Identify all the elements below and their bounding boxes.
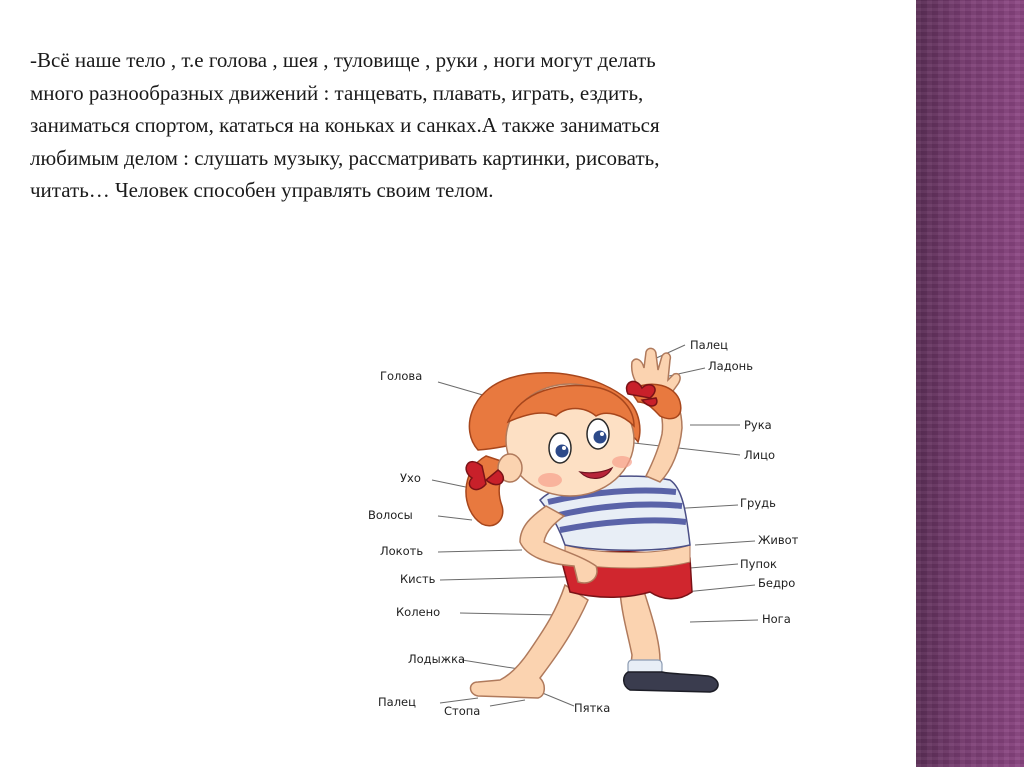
left-pupil (556, 445, 569, 458)
right-pupil (594, 431, 607, 444)
label-grud: Грудь (740, 496, 776, 510)
label-lokot: Локоть (380, 544, 424, 558)
text-line-3: заниматься спортом, кататься на коньках и санках.А также заниматься (30, 113, 660, 137)
label-palec-hand: Палец (690, 338, 728, 352)
text-line-4: любимым делом : слушать музыку, рассматривать картинки, рисовать, (30, 145, 660, 170)
left-leg (471, 585, 589, 698)
shoe (624, 672, 718, 692)
body-parts-illustration (360, 330, 840, 730)
label-ruka: Рука (744, 418, 772, 432)
text-line-5: читать… Человек способен управлять своим телом. (30, 178, 494, 202)
girl-illustration (360, 330, 840, 730)
text-line-1: -Всё наше тело , т.е голова , шея , туловище , руки , ноги могут делать (30, 48, 656, 72)
label-palec-foot: Палец (378, 695, 416, 709)
text-line-2: много разнообразных движений : танцевать, плавать, играть, ездить, (30, 80, 644, 105)
label-lico: Лицо (744, 448, 775, 462)
label-zhivot: Живот (758, 533, 799, 547)
label-koleno: Колено (396, 605, 441, 619)
label-bedro: Бедро (758, 576, 796, 590)
right-cheek (612, 456, 632, 468)
label-ladon: Ладонь (708, 359, 753, 373)
body-paragraph (30, 44, 900, 207)
label-stopa: Стопа (444, 704, 481, 718)
label-volosy: Волосы (368, 508, 413, 522)
label-noga: Нога (762, 612, 791, 626)
label-kist: Кисть (400, 572, 436, 586)
label-golova: Голова (380, 369, 423, 383)
label-uho: Ухо (400, 471, 421, 485)
label-pupok: Пупок (740, 557, 777, 571)
left-cheek (538, 473, 562, 487)
label-pyatka: Пятка (574, 701, 611, 715)
decorative-side-band (916, 0, 1024, 767)
label-lodyzhka: Лодыжка (408, 652, 466, 666)
